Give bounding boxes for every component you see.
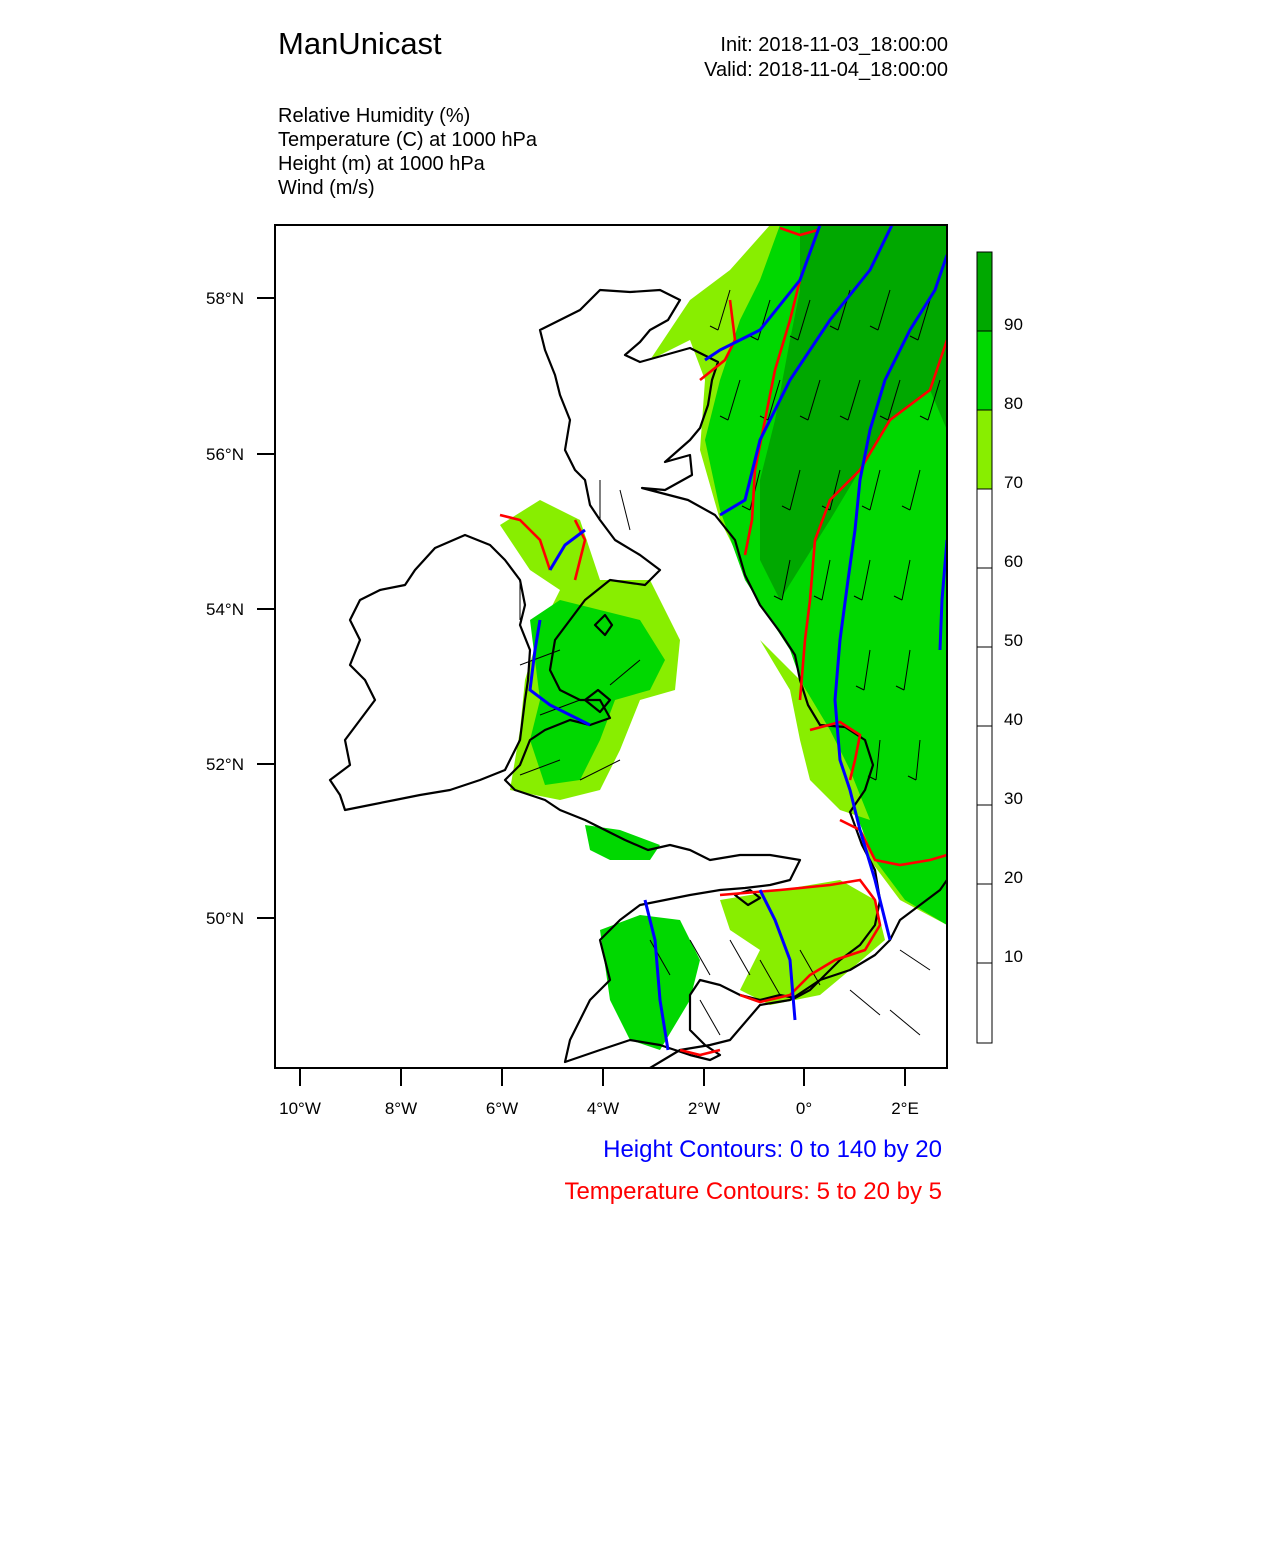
lon-label: 2°E: [891, 1099, 919, 1118]
colorbar-bin-80-90: [977, 331, 992, 410]
field-wind: Wind (m/s): [278, 177, 375, 199]
lat-label: 52°N: [206, 755, 244, 774]
field-relative-humidity: Relative Humidity (%): [278, 105, 471, 127]
map-area: [330, 225, 947, 1068]
lon-label: 8°W: [384, 1099, 418, 1118]
lat-label: 58°N: [206, 289, 244, 308]
lon-label: 0°: [795, 1099, 813, 1118]
legend-height-contours: Height Contours: 0 to 140 by 20: [603, 1136, 942, 1163]
legend-temperature-contours: Temperature Contours: 5 to 20 by 5: [564, 1178, 942, 1205]
valid-time: Valid: 2018-11-04_18:00:00: [704, 59, 948, 81]
colorbar-label: 60: [1004, 552, 1023, 571]
field-temperature: Temperature (C) at 1000 hPa: [278, 129, 538, 151]
lon-label: 6°W: [485, 1099, 519, 1118]
lat-label: 50°N: [206, 909, 244, 928]
colorbar-label: 40: [1004, 710, 1023, 729]
colorbar-label: 90: [1004, 315, 1023, 334]
init-time: Init: 2018-11-03_18:00:00: [720, 34, 948, 56]
lon-label: 4°W: [586, 1099, 620, 1118]
field-height: Height (m) at 1000 hPa: [278, 153, 485, 175]
colorbar-label: 80: [1004, 394, 1023, 413]
lon-label: 10°W: [279, 1099, 321, 1118]
lon-label: 2°W: [687, 1099, 721, 1118]
chart-title: ManUnicast: [278, 26, 442, 61]
colorbar-label: 30: [1004, 789, 1023, 808]
longitude-axis: [279, 1068, 919, 1118]
lat-label: 54°N: [206, 600, 244, 619]
latitude-axis: [206, 289, 275, 928]
rh-shade-channel-west: [600, 915, 700, 1050]
rh-shade-bristol-channel: [585, 825, 660, 860]
colorbar: [977, 252, 1023, 1043]
colorbar-label: 20: [1004, 868, 1023, 887]
colorbar-label: 70: [1004, 473, 1023, 492]
colorbar-bin-70-80: [977, 410, 992, 489]
lat-label: 56°N: [206, 445, 244, 464]
colorbar-bin-90-100: [977, 252, 992, 331]
colorbar-label: 10: [1004, 947, 1023, 966]
colorbar-label: 50: [1004, 631, 1023, 650]
rh-shade-channel-east: [720, 880, 885, 1005]
ireland-coastline: [330, 535, 530, 810]
